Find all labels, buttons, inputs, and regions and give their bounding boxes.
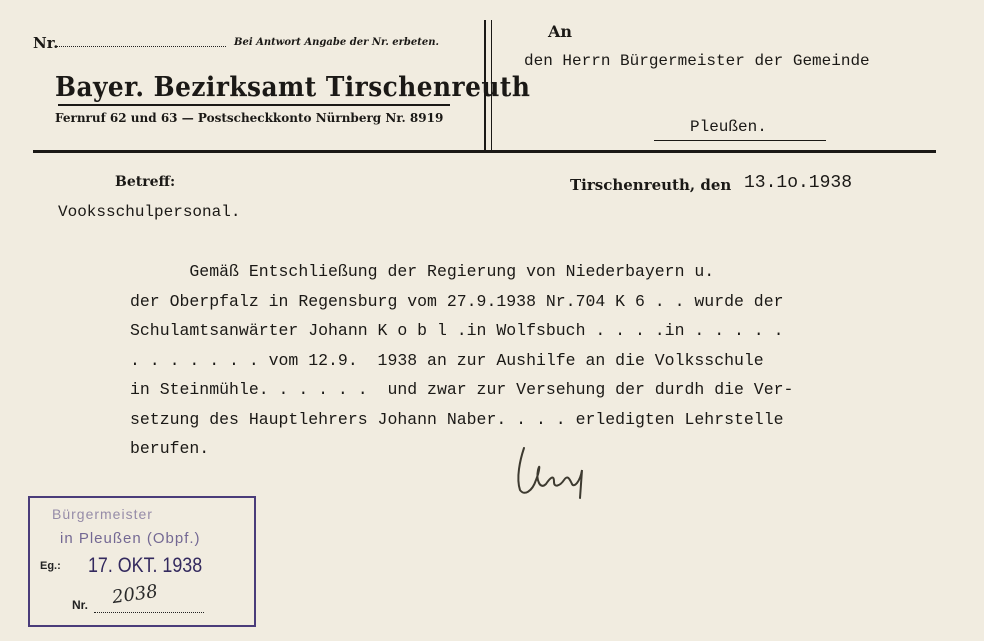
office-underline — [58, 104, 450, 106]
letter-body: Gemäß Entschließung der Regierung von Niederbayern u. der Oberpfalz in Regensburg vom 27.9.1938 Nr.704 K 6 . . wurde der Schulamtsanwärter Johann K o b l .in Wolfsbuch . . . .in . . . . . . . . . . . . vom 12.9. 1938 an zur Aushilfe an die Volksschule in Steinmühle. . . . . . und zwar zur Versehung der durdh die Ver- setzung des Hauptlehrers Johann Naber. . . . erledigten Lehrstelle berufen. — [130, 262, 794, 458]
stamp-line-1: Bürgermeister — [52, 506, 153, 522]
number-label: Nr. — [33, 34, 59, 52]
stamp-received-date: 17. OKT. 1938 — [88, 554, 203, 577]
office-name: Bayer. Bezirksamt Tirschenreuth — [55, 72, 531, 103]
dateline-date: 13.1o.1938 — [744, 173, 853, 193]
stamp-number-value: 2038 — [110, 580, 160, 609]
header-rule — [33, 150, 936, 153]
received-stamp — [28, 496, 256, 627]
reply-note: Bei Antwort Angabe der Nr. erbeten. — [234, 37, 440, 48]
header-divider — [484, 20, 486, 150]
stamp-received-label: Eg.: — [40, 560, 61, 572]
recipient-line-2: Pleußen. — [690, 118, 767, 136]
contact-line: Fernruf 62 und 63 — Postscheckkonto Nürnberg Nr. 8919 — [55, 111, 444, 125]
recipient-underline — [654, 140, 826, 141]
recipient-line-1: den Herrn Bürgermeister der Gemeinde — [524, 52, 870, 70]
signature-mark — [510, 440, 600, 505]
stamp-number-line — [94, 612, 204, 613]
stamp-number-label: Nr. — [72, 598, 89, 612]
header-divider-thin — [491, 20, 492, 150]
recipient-an: An — [548, 22, 573, 41]
subject-text: Vooksschulpersonal. — [58, 203, 241, 221]
dateline-place: Tirschenreuth, den — [570, 176, 732, 194]
subject-label: Betreff: — [115, 174, 176, 190]
stamp-line-2: in Pleußen (Obpf.) — [60, 530, 201, 547]
number-line — [56, 46, 226, 47]
